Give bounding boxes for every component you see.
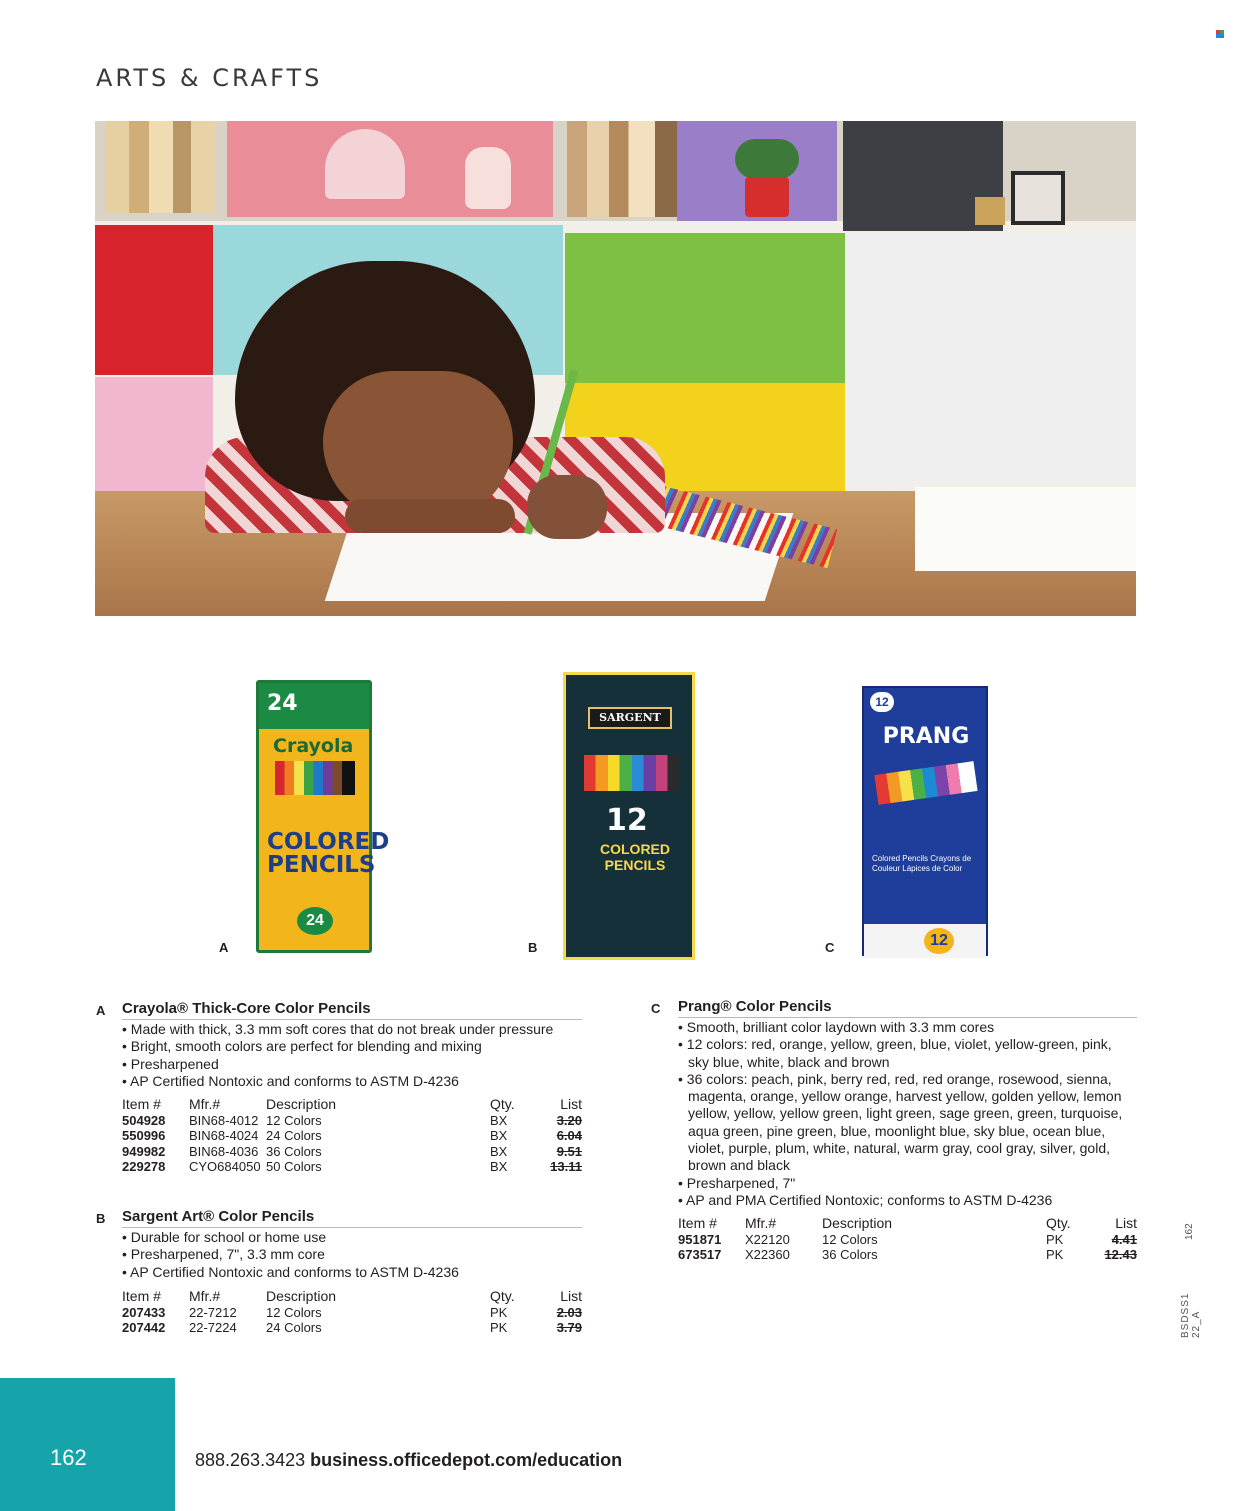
footer-url[interactable]: business.officedepot.com/education — [310, 1450, 623, 1470]
hero-photo — [95, 121, 1136, 616]
footer-phone: 888.263.3423 — [195, 1450, 306, 1470]
image-label-a: A — [219, 940, 229, 955]
table-header: Item # Mfr.# Description Qty. List — [122, 1288, 582, 1304]
footer-page-number: 162 — [50, 1445, 87, 1470]
product-bullets-b: • Durable for school or home use • Presharpened, 7", 3.3 mm core • AP Certified Nontoxic and conforms to ASTM D-4236 — [122, 1229, 459, 1280]
section-title: ARTS & CRAFTS — [96, 64, 323, 92]
table-header: Item # Mfr.# Description Qty. List — [678, 1215, 1137, 1231]
table-row: 207442 22-7224 24 Colors PK 3.79 — [122, 1320, 582, 1335]
product-bullets-a: • Made with thick, 3.3 mm soft cores that do not break under pressure • Bright, smooth colors are perfect for blending and mixing • Presharpened • AP Certified Nontoxic and conforms to ASTM D-4236 — [122, 1021, 554, 1089]
table-header: Item # Mfr.# Description Qty. List — [122, 1096, 582, 1112]
table-row: 207433 22-7212 12 Colors PK 2.03 — [122, 1304, 582, 1320]
product-letter-a: A — [96, 1003, 106, 1018]
sargent-logo: SARGENT — [588, 707, 672, 729]
item-table-b — [122, 1289, 582, 1336]
item-table-a — [122, 1097, 582, 1175]
product-title-b: Sargent Art® Color Pencils — [122, 1208, 315, 1225]
table-row: 949982 BIN68-4036 36 Colors BX 9.51 — [122, 1143, 582, 1159]
crayola-package-image: 24 Crayola COLORED PENCILS 24 — [256, 680, 372, 953]
product-bullets-c: • Smooth, brilliant color laydown with 3.3 mm cores • 12 colors: red, orange, yellow, green, blue, violet, yellow-green, pink, sky blue, white, black and brown • 36 colors: peach, pink, berry red, red, red orange, rosewood, sienna, magenta, orange, yellow orange, harvest yellow, golden yellow, lemon yellow, yellow, yellow green, light green, sage green, green, turquoise, aqua green, pine green, blue, moonlight blue, sky blue, ocean blue, violet, purple, plum, white, natural, warm gray, cool gray, silver, gold, brown and black • Presharpened, 7" • AP and PMA Certified Nontoxic; conforms to ASTM D-4236 — [678, 1019, 1123, 1208]
product-title-a: Crayola® Thick-Core Color Pencils — [122, 1000, 371, 1017]
sargent-package-image: SARGENT 12 COLORED PENCILS — [563, 672, 695, 960]
table-row: 951871 X22120 12 Colors PK 4.41 — [678, 1231, 1137, 1247]
table-row: 673517 X22360 36 Colors PK 12.43 — [678, 1247, 1137, 1262]
product-title-c: Prang® Color Pencils — [678, 998, 832, 1015]
color-registration-mark — [1216, 30, 1224, 38]
product-letter-b: B — [96, 1211, 106, 1226]
side-catalog-code: BSDSS1 22_A — [1180, 1292, 1202, 1338]
footer-accent-bar — [0, 1378, 175, 1511]
divider — [122, 1227, 582, 1228]
prang-package-image: 12 PRANG Colored Pencils Crayons de Couleur Lápices de Color 12 — [862, 686, 988, 956]
product-letter-c: C — [651, 1001, 661, 1016]
item-table-c — [678, 1216, 1137, 1263]
crayola-logo: Crayola — [273, 735, 354, 757]
divider — [678, 1017, 1137, 1018]
image-label-b: B — [528, 940, 538, 955]
image-label-c: C — [825, 940, 835, 955]
table-row: 504928 BIN68-4012 12 Colors BX 3.20 — [122, 1112, 582, 1128]
side-page-number: 162 — [1184, 1223, 1195, 1240]
table-row: 229278 CYO684050 50 Colors BX 13.11 — [122, 1159, 582, 1174]
prang-logo: PRANG — [882, 724, 970, 749]
divider — [122, 1019, 582, 1020]
table-row: 550996 BIN68-4024 24 Colors BX 6.04 — [122, 1128, 582, 1143]
footer-contact — [195, 1450, 622, 1471]
